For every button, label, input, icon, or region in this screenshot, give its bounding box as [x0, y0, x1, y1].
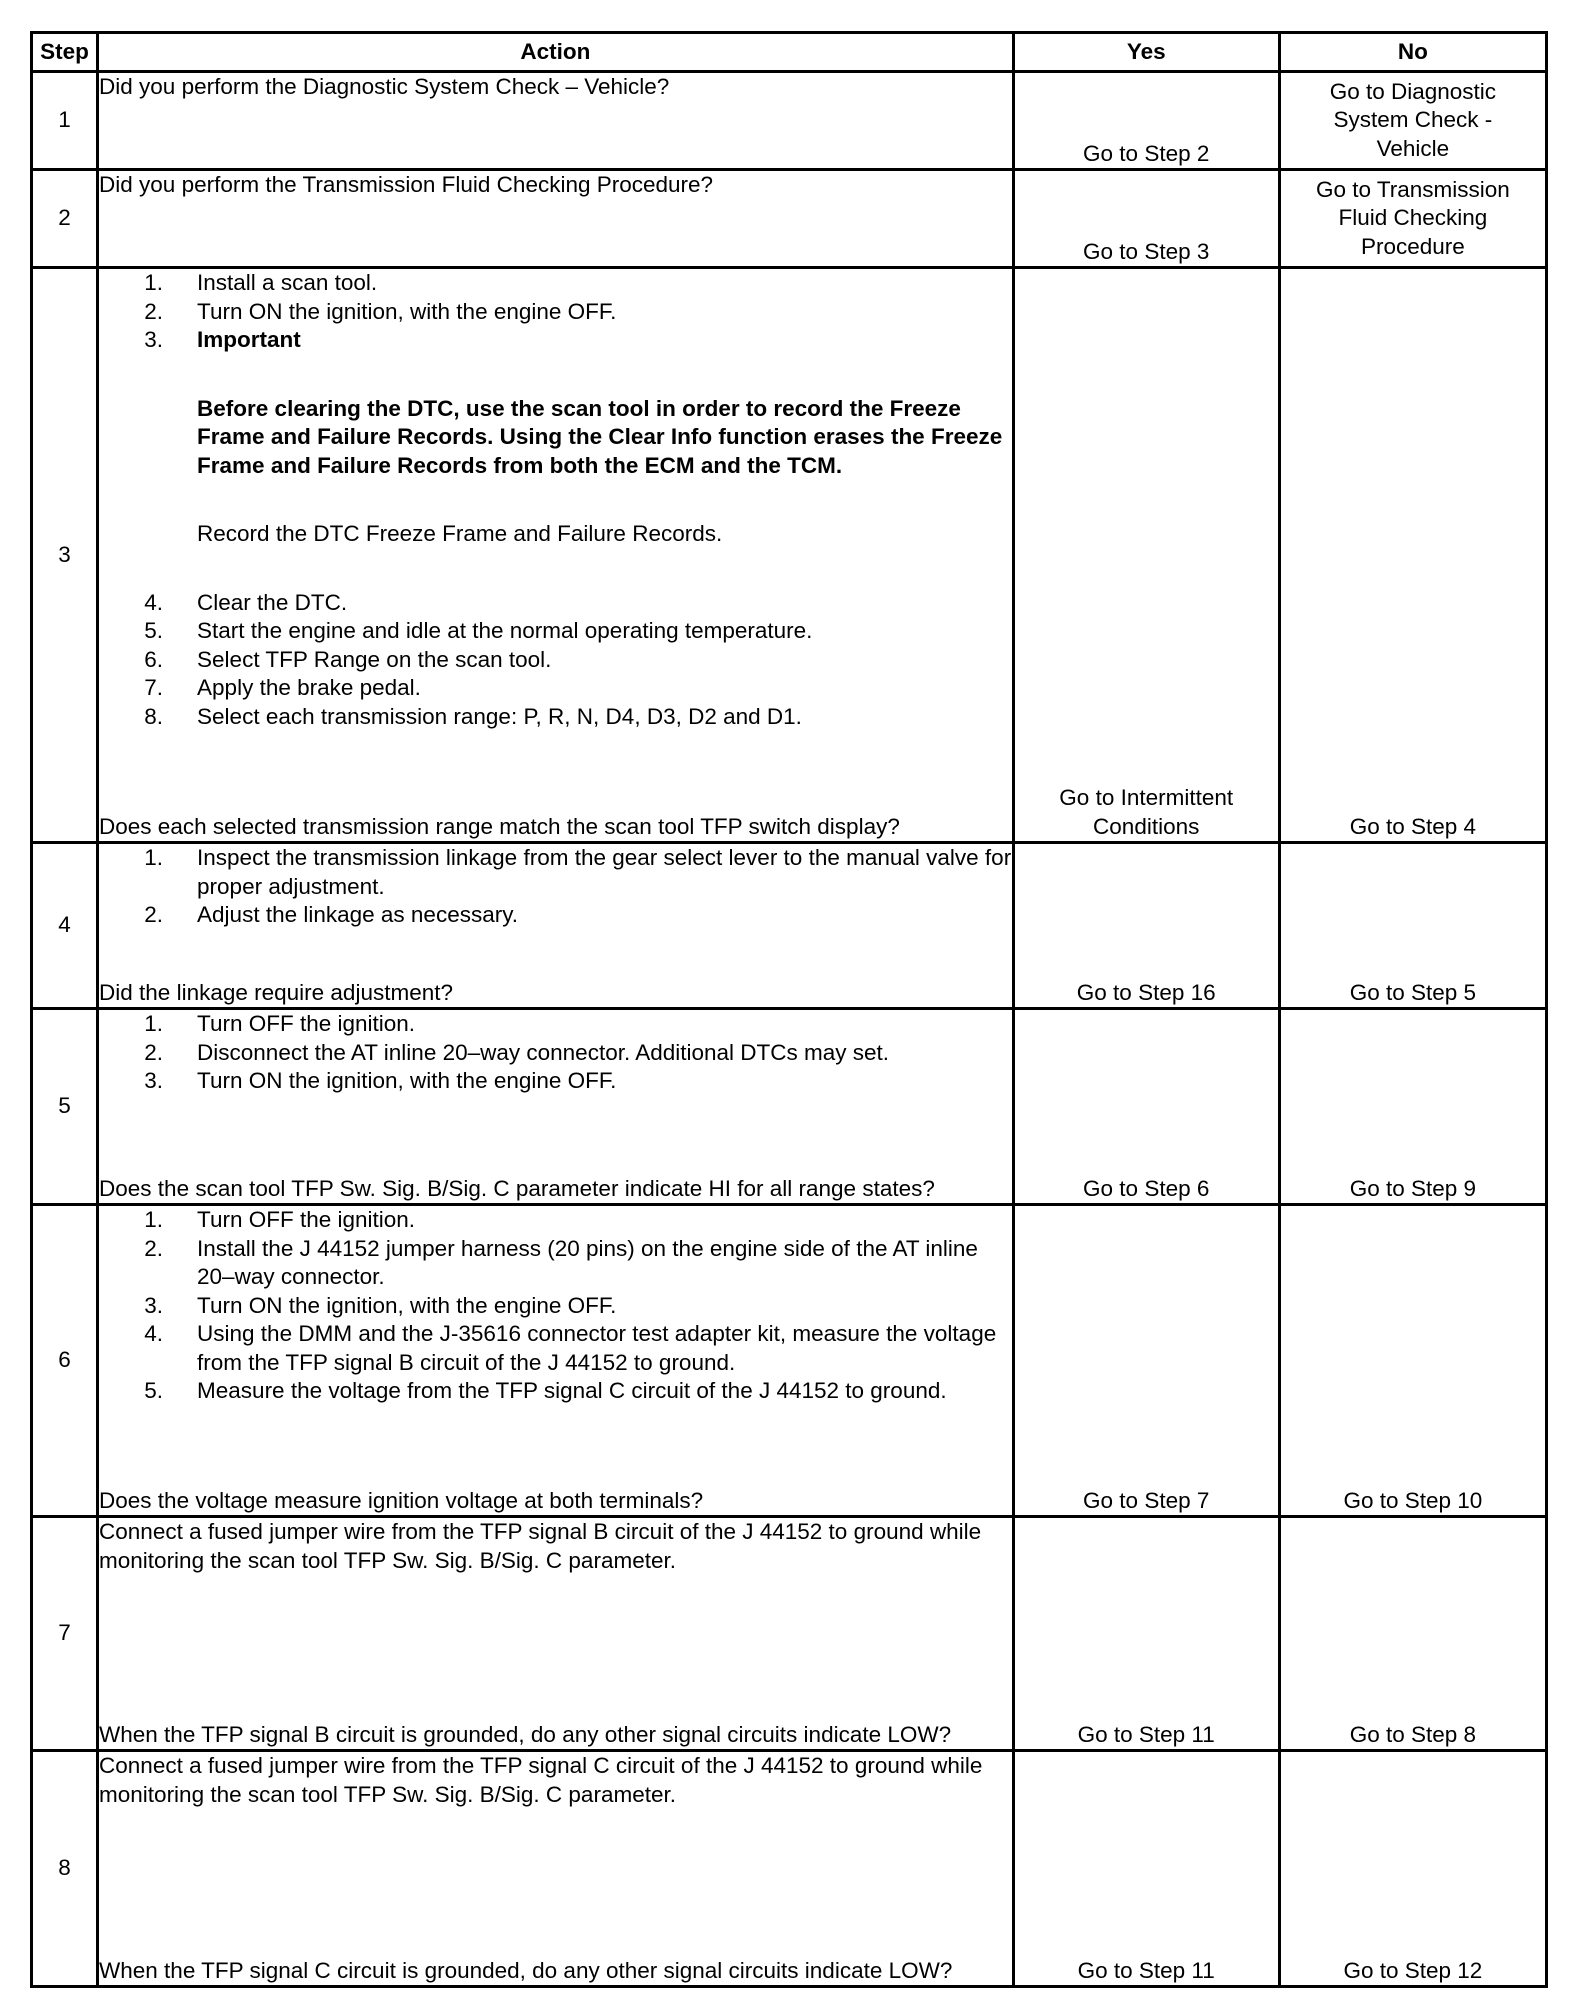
list-item: 5. Start the engine and idle at the normal operating temperature.	[144, 618, 813, 643]
action-cell	[98, 1009, 1014, 1205]
yes-cell: Go to Step 11	[1013, 1751, 1279, 1987]
list-item: 2. Adjust the linkage as necessary.	[144, 902, 519, 927]
question-text: When the TFP signal B circuit is grounded, do any other signal circuits indicate LOW?	[99, 1721, 952, 1747]
question-text: Did the linkage require adjustment?	[99, 979, 453, 1005]
action-text: Connect a fused jumper wire from the TFP signal C circuit of the J 44152 to ground while monitoring the scan tool TFP Sw. Sig. B/Sig. C parameter.	[99, 1753, 983, 1807]
question-text: Does each selected transmission range match the scan tool TFP switch display?	[99, 813, 900, 839]
yes-cell: Go to Step 6	[1013, 1009, 1279, 1205]
table-row	[32, 1517, 1547, 1751]
no-cell: Go to Step 4	[1279, 268, 1546, 843]
record-instruction: Record the DTC Freeze Frame and Failure Records.	[197, 521, 723, 546]
yes-cell: Go to Intermittent Conditions	[1013, 268, 1279, 843]
procedure-list	[99, 1206, 1012, 1406]
step-number: 6	[32, 1205, 98, 1517]
list-item: 1. Inspect the transmission linkage from the gear select lever to the manual valve for proper adjustment.	[144, 845, 1012, 899]
action-cell	[98, 843, 1014, 1009]
action-text: Did you perform the Diagnostic System Check – Vehicle?	[99, 74, 670, 99]
question-text: Does the scan tool TFP Sw. Sig. B/Sig. C parameter indicate HI for all range states?	[99, 1175, 935, 1201]
step-number: 8	[32, 1751, 98, 1987]
yes-cell: Go to Step 7	[1013, 1205, 1279, 1517]
header-row	[32, 33, 1547, 72]
header-no: No	[1279, 33, 1546, 72]
step-number: 1	[32, 72, 98, 170]
list-item: 2. Install the J 44152 jumper harness (20 pins) on the engine side of the AT inline 20–way connector.	[144, 1235, 978, 1289]
action-cell	[98, 72, 1014, 170]
procedure-list	[99, 844, 1012, 930]
action-cell	[98, 170, 1014, 268]
no-cell: Go to Step 8	[1279, 1517, 1546, 1751]
action-cell	[98, 268, 1014, 843]
step-number: 7	[32, 1517, 98, 1751]
yes-cell: Go to Step 11	[1013, 1517, 1279, 1751]
header-yes: Yes	[1013, 33, 1279, 72]
yes-cell: Go to Step 16	[1013, 843, 1279, 1009]
no-cell: Go to Step 12	[1279, 1751, 1546, 1987]
list-item: 7. Apply the brake pedal.	[144, 675, 421, 700]
table-row	[32, 1751, 1547, 1987]
step-number: 5	[32, 1009, 98, 1205]
procedure-list	[99, 269, 1012, 355]
yes-cell: Go to Step 2	[1013, 72, 1279, 170]
step-number: 4	[32, 843, 98, 1009]
list-item: 3. Turn ON the ignition, with the engine OFF.	[144, 1068, 617, 1093]
header-step: Step	[32, 33, 98, 72]
list-item: 5. Measure the voltage from the TFP signal C circuit of the J 44152 to ground.	[144, 1378, 947, 1403]
no-cell: Go to Transmission Fluid Checking Procedure	[1279, 170, 1546, 268]
table-row	[32, 1009, 1547, 1205]
list-item: 6. Select TFP Range on the scan tool.	[144, 646, 552, 672]
no-cell: Go to Step 5	[1279, 843, 1546, 1009]
list-item: 4. Clear the DTC.	[144, 589, 348, 615]
procedure-list	[99, 1010, 1012, 1096]
table-row	[32, 843, 1547, 1009]
question-text: Does the voltage measure ignition voltage at both terminals?	[99, 1487, 704, 1513]
yes-cell: Go to Step 3	[1013, 170, 1279, 268]
question-text: When the TFP signal C circuit is grounded, do any other signal circuits indicate LOW?	[99, 1957, 953, 1983]
action-text: Connect a fused jumper wire from the TFP signal B circuit of the J 44152 to ground while monitoring the scan tool TFP Sw. Sig. B/Sig. C parameter.	[99, 1519, 982, 1573]
list-item: 3. Important	[144, 327, 301, 352]
action-text: Did you perform the Transmission Fluid Checking Procedure?	[99, 172, 714, 197]
action-cell	[98, 1517, 1014, 1751]
list-item: 1. Install a scan tool.	[144, 270, 378, 295]
no-cell: Go to Step 9	[1279, 1009, 1546, 1205]
diagnostic-table	[30, 31, 1548, 1988]
list-item: 2. Disconnect the AT inline 20–way connector. Additional DTCs may set.	[144, 1039, 890, 1065]
important-note: Before clearing the DTC, use the scan tool in order to record the Freeze Frame and Failure Records. Using the Clear Info function erases the Freeze Frame and Failure Records from both the ECM and the TCM.	[197, 395, 1003, 478]
header-action: Action	[98, 33, 1014, 72]
no-cell: Go to Step 10	[1279, 1205, 1546, 1517]
step-number: 2	[32, 170, 98, 268]
table-row	[32, 170, 1547, 268]
table-row	[32, 72, 1547, 170]
list-item: 8. Select each transmission range: P, R, N, D4, D3, D2 and D1.	[144, 703, 802, 729]
action-cell	[98, 1205, 1014, 1517]
step-number: 3	[32, 268, 98, 843]
list-item: 3. Turn ON the ignition, with the engine OFF.	[144, 1292, 617, 1318]
list-item: 1. Turn OFF the ignition.	[144, 1011, 416, 1036]
table-row	[32, 268, 1547, 843]
no-cell: Go to Diagnostic System Check - Vehicle	[1279, 72, 1546, 170]
table-row	[32, 1205, 1547, 1517]
list-item: 1. Turn OFF the ignition.	[144, 1207, 416, 1232]
procedure-list	[99, 589, 1012, 732]
list-item: 4. Using the DMM and the J-35616 connector test adapter kit, measure the voltage from the TFP signal B circuit of the J 44152 to ground.	[144, 1321, 997, 1375]
list-item: 2. Turn ON the ignition, with the engine OFF.	[144, 298, 617, 324]
action-cell	[98, 1751, 1014, 1987]
